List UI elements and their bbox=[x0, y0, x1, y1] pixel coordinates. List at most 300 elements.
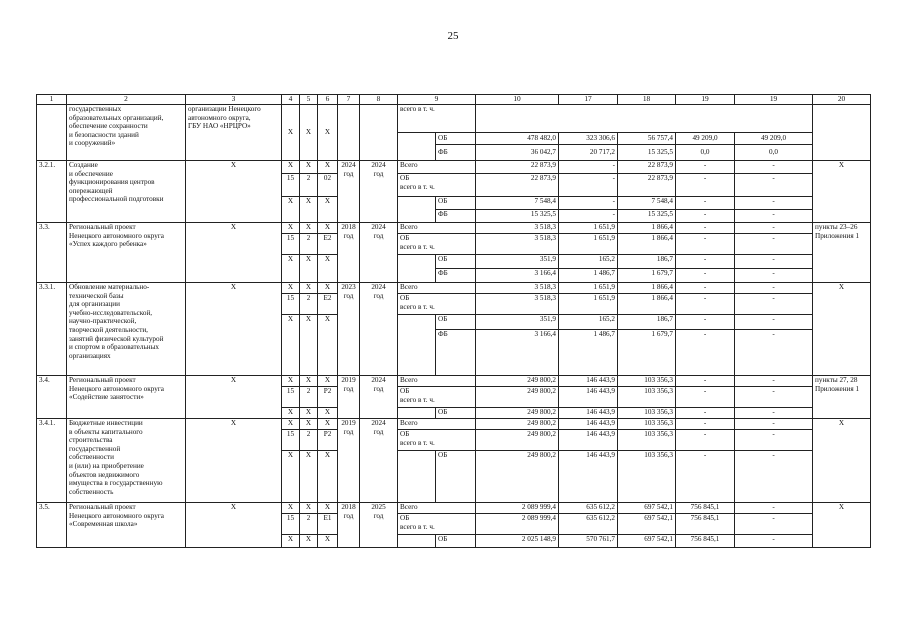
row-label bbox=[398, 234, 476, 255]
value-col-19: - bbox=[676, 315, 735, 330]
value-col-19b: - bbox=[735, 514, 813, 535]
code-cell: X bbox=[282, 503, 300, 514]
table-row bbox=[37, 376, 871, 387]
item-name-line: для организации bbox=[69, 300, 120, 309]
note-cell bbox=[813, 283, 871, 376]
year-start-line: год bbox=[343, 384, 354, 393]
value-col-19: - bbox=[676, 294, 735, 315]
item-name-line: и сооружений» bbox=[69, 139, 116, 148]
code-cell: X bbox=[318, 376, 338, 387]
code-cell: X bbox=[318, 535, 338, 548]
value-col-19b: - bbox=[735, 210, 813, 223]
year-start-line: 2018 bbox=[341, 503, 356, 511]
year-start bbox=[338, 283, 360, 376]
value-col-19b: - bbox=[735, 503, 813, 514]
value-col-19b: - bbox=[735, 535, 813, 548]
item-name-line: объектов недвижимого bbox=[69, 470, 140, 479]
header-cell: 2 bbox=[67, 95, 186, 105]
year-start-line: 2023 bbox=[341, 283, 356, 291]
value-col-17: 1 486,7 bbox=[559, 330, 618, 376]
year-end-line: 2025 bbox=[371, 503, 386, 511]
code-cell: X bbox=[300, 451, 318, 503]
table-row bbox=[37, 419, 871, 430]
code-cell: X bbox=[282, 223, 300, 234]
note-cell-line: пункты 27, 28 bbox=[815, 376, 858, 384]
value-col-18: 22 873,9 bbox=[618, 174, 676, 197]
item-executor: X bbox=[186, 376, 282, 419]
code-cell: 15 bbox=[282, 174, 300, 197]
value-col-19: - bbox=[676, 269, 735, 283]
code-cell: X bbox=[300, 283, 318, 294]
code-cell: 02 bbox=[318, 174, 338, 197]
value-col-17: - bbox=[559, 210, 618, 223]
year-end-line: 2024 bbox=[371, 419, 386, 427]
item-name-line: Бюджетные инвестиции bbox=[69, 419, 143, 427]
note-cell bbox=[813, 376, 871, 419]
note-cell-line: X bbox=[838, 503, 845, 511]
code-cell: 2 bbox=[300, 430, 318, 451]
value-col-19b: - bbox=[735, 330, 813, 376]
item-executor-line: автономного округа, bbox=[188, 113, 251, 122]
value-col-10: 22 873,9 bbox=[476, 174, 559, 197]
item-name-line: «Современная школа» bbox=[69, 520, 138, 529]
value-col-17: 20 717,2 bbox=[559, 145, 618, 161]
value-col-10: 2 089 999,4 bbox=[476, 503, 559, 514]
item-name-line: Создание bbox=[69, 161, 98, 169]
value-col-10: 478 482,0 bbox=[476, 133, 559, 145]
row-label: ОБ bbox=[436, 255, 476, 269]
value-col-19: - bbox=[676, 430, 735, 451]
code-cell: E2 bbox=[318, 294, 338, 315]
value-col-17: 635 612,2 bbox=[559, 503, 618, 514]
value-col-18: 697 542,1 bbox=[618, 514, 676, 535]
item-name-line: «Успех каждого ребенка» bbox=[69, 240, 147, 249]
code-cell: X bbox=[318, 255, 338, 283]
value-col-18: 1 866,4 bbox=[618, 234, 676, 255]
header-cell: 4 bbox=[282, 95, 300, 105]
item-name-line: и спортом в образовательных bbox=[69, 343, 160, 352]
item-name-line: и (или) на приобретение bbox=[69, 461, 144, 470]
code-cell: X bbox=[282, 255, 300, 283]
row-label: Всего bbox=[398, 283, 476, 294]
value-col-19b: - bbox=[735, 269, 813, 283]
code-cell: X bbox=[318, 197, 338, 223]
header-cell: 17 bbox=[559, 95, 618, 105]
item-name-line: Обновление материально- bbox=[69, 283, 150, 291]
code-cell: X bbox=[300, 105, 318, 161]
code-cell: X bbox=[282, 197, 300, 223]
year-start-line: год bbox=[343, 231, 354, 240]
value-col-19: - bbox=[676, 419, 735, 430]
item-name-line: организациях bbox=[69, 351, 111, 360]
code-cell: X bbox=[282, 105, 300, 161]
year-end-line: год bbox=[373, 291, 384, 300]
row-label bbox=[398, 387, 476, 408]
item-name-line: занятий физической культурой bbox=[69, 334, 164, 343]
year-start-line: год bbox=[343, 291, 354, 300]
row-label: всего в т. ч. bbox=[398, 105, 476, 133]
code-cell: X bbox=[282, 315, 300, 376]
label-spacer bbox=[398, 451, 436, 503]
code-cell: X bbox=[282, 535, 300, 548]
year-end bbox=[360, 283, 398, 376]
table-row bbox=[37, 223, 871, 234]
item-name-line: строительства bbox=[69, 436, 113, 445]
item-name bbox=[67, 223, 186, 283]
value-col-19: 0,0 bbox=[676, 145, 735, 161]
value-col-19b: - bbox=[735, 161, 813, 174]
value-col-10: 249 800,2 bbox=[476, 376, 559, 387]
value-col-19b: - bbox=[735, 430, 813, 451]
row-label: ФБ bbox=[436, 145, 476, 161]
item-name-line: в объекты капитального bbox=[69, 427, 143, 436]
value-col-18: 22 873,9 bbox=[618, 161, 676, 174]
item-name-line: научно-практической, bbox=[69, 317, 137, 326]
value-col-19: 756 845,1 bbox=[676, 503, 735, 514]
code-cell: X bbox=[282, 283, 300, 294]
item-executor: X bbox=[186, 283, 282, 376]
code-cell: 15 bbox=[282, 234, 300, 255]
value-col-19: - bbox=[676, 223, 735, 234]
header-cell: 19 bbox=[676, 95, 735, 105]
item-executor: X bbox=[186, 161, 282, 223]
value-col-10: 3 518,3 bbox=[476, 234, 559, 255]
value-col-18: 697 542,1 bbox=[618, 535, 676, 548]
item-name-line: и безопасности зданий bbox=[69, 130, 139, 139]
code-cell: X bbox=[300, 161, 318, 174]
item-number: 3.2.1. bbox=[37, 161, 67, 223]
row-label: Всего bbox=[398, 161, 476, 174]
year-end-line: год bbox=[373, 384, 384, 393]
code-cell: 15 bbox=[282, 514, 300, 535]
value-col-10: 351,9 bbox=[476, 255, 559, 269]
note-cell-line: X bbox=[838, 419, 845, 427]
code-cell: E1 bbox=[318, 514, 338, 535]
value-col-18: 103 356,3 bbox=[618, 376, 676, 387]
item-executor bbox=[186, 105, 282, 161]
value-col-10: 15 325,5 bbox=[476, 210, 559, 223]
row-label-line: всего в т. ч. bbox=[400, 242, 435, 251]
note-cell-line: X bbox=[838, 161, 845, 169]
label-spacer bbox=[398, 315, 436, 376]
code-cell: X bbox=[300, 197, 318, 223]
item-name bbox=[67, 283, 186, 376]
value-col-18: 103 356,3 bbox=[618, 408, 676, 419]
item-number: 3.3. bbox=[37, 223, 67, 283]
header-cell: 20 bbox=[813, 95, 871, 105]
value-col-19: 756 845,1 bbox=[676, 535, 735, 548]
item-number: 3.3.1. bbox=[37, 283, 67, 376]
value-col-17: - bbox=[559, 161, 618, 174]
code-cell: X bbox=[300, 315, 318, 376]
value-col-19: - bbox=[676, 197, 735, 210]
value-col-19: - bbox=[676, 174, 735, 197]
code-cell: X bbox=[318, 315, 338, 376]
value-col-18: 103 356,3 bbox=[618, 451, 676, 503]
code-cell: X bbox=[318, 223, 338, 234]
note-cell bbox=[813, 161, 871, 223]
item-name bbox=[67, 105, 186, 161]
value-col-10: 3 518,3 bbox=[476, 223, 559, 234]
value-col-17: 146 443,9 bbox=[559, 451, 618, 503]
value-col-10: 249 800,2 bbox=[476, 430, 559, 451]
code-cell: 2 bbox=[300, 174, 318, 197]
code-cell: X bbox=[318, 419, 338, 430]
value-col-10: 7 548,4 bbox=[476, 197, 559, 210]
header-cell: 19 bbox=[735, 95, 813, 105]
code-cell: 15 bbox=[282, 387, 300, 408]
value-col-18: 186,7 bbox=[618, 255, 676, 269]
value-col-19: - bbox=[676, 451, 735, 503]
item-name-line: и обеспечение bbox=[69, 169, 113, 178]
value-col-19b: - bbox=[735, 174, 813, 197]
value-col-10: 2 025 148,9 bbox=[476, 535, 559, 548]
value-col-18: 1 679,7 bbox=[618, 330, 676, 376]
row-label: ОБ bbox=[436, 408, 476, 419]
table-row bbox=[37, 105, 871, 133]
value-col-18: 1 866,4 bbox=[618, 223, 676, 234]
year-start bbox=[338, 503, 360, 548]
item-number bbox=[37, 105, 67, 161]
value-col-10: 249 800,2 bbox=[476, 419, 559, 430]
value-col-19: - bbox=[676, 234, 735, 255]
code-cell: X bbox=[318, 105, 338, 161]
row-label bbox=[398, 294, 476, 315]
value-col-17: 146 443,9 bbox=[559, 430, 618, 451]
year-start bbox=[338, 376, 360, 419]
header-cell: 7 bbox=[338, 95, 360, 105]
code-cell: X bbox=[300, 419, 318, 430]
header-cell: 5 bbox=[300, 95, 318, 105]
value-col-18: 15 325,5 bbox=[618, 210, 676, 223]
value-col-18: 103 356,3 bbox=[618, 419, 676, 430]
note-cell bbox=[813, 223, 871, 283]
item-name-line: «Содействие занятости» bbox=[69, 393, 144, 402]
value-col-10: 3 166,4 bbox=[476, 330, 559, 376]
item-name bbox=[67, 503, 186, 548]
row-label: ОБ bbox=[436, 451, 476, 503]
header-cell: 3 bbox=[186, 95, 282, 105]
item-name-line: государственных bbox=[69, 105, 122, 113]
row-label-line: ОБ bbox=[400, 387, 410, 395]
item-name-line: учебно-исследовательской, bbox=[69, 308, 153, 317]
year-start bbox=[338, 161, 360, 223]
value-col-19b: - bbox=[735, 294, 813, 315]
code-cell: X bbox=[300, 503, 318, 514]
code-cell: X bbox=[300, 535, 318, 548]
code-cell: E2 bbox=[318, 234, 338, 255]
year-end bbox=[360, 376, 398, 419]
header-cell: 9 bbox=[398, 95, 476, 105]
year-end-line: 2024 bbox=[371, 223, 386, 231]
year-end-line: 2024 bbox=[371, 161, 386, 169]
value-col-10: 22 873,9 bbox=[476, 161, 559, 174]
value-col-17: 146 443,9 bbox=[559, 387, 618, 408]
year-end bbox=[360, 105, 398, 161]
value-col-19b: - bbox=[735, 408, 813, 419]
year-start bbox=[338, 419, 360, 503]
header-cell: 10 bbox=[476, 95, 559, 105]
table-row bbox=[37, 161, 871, 174]
table-row bbox=[37, 283, 871, 294]
item-name bbox=[67, 161, 186, 223]
year-start-line: год bbox=[343, 427, 354, 436]
value-col-19: - bbox=[676, 408, 735, 419]
note-cell-line: Приложения 1 bbox=[815, 384, 860, 393]
value-col-19: - bbox=[676, 283, 735, 294]
value-col-17: 635 612,2 bbox=[559, 514, 618, 535]
year-start-line: год bbox=[343, 511, 354, 520]
value-col-19b: - bbox=[735, 451, 813, 503]
row-label-line: всего в т. ч. bbox=[400, 302, 435, 311]
row-label: ФБ bbox=[436, 330, 476, 376]
item-executor: X bbox=[186, 503, 282, 548]
year-end-line: год bbox=[373, 231, 384, 240]
item-name-line: Ненецкого автономного округа bbox=[69, 511, 164, 520]
item-name-line: опережающей bbox=[69, 186, 113, 195]
row-label: ОБ bbox=[436, 133, 476, 145]
value-col-19b: - bbox=[735, 255, 813, 269]
value-col-19: - bbox=[676, 161, 735, 174]
value-col-10: 3 518,3 bbox=[476, 294, 559, 315]
code-cell: X bbox=[318, 451, 338, 503]
code-cell: X bbox=[282, 419, 300, 430]
code-cell: P2 bbox=[318, 387, 338, 408]
code-cell: X bbox=[300, 376, 318, 387]
item-executor-line: ГБУ НАО «НРЦРО» bbox=[188, 122, 251, 131]
code-cell: X bbox=[318, 503, 338, 514]
code-cell: X bbox=[300, 408, 318, 419]
year-end bbox=[360, 419, 398, 503]
row-label-line: всего в т. ч. bbox=[400, 522, 435, 531]
code-cell: 2 bbox=[300, 294, 318, 315]
table-row bbox=[37, 503, 871, 514]
value-col-19: 756 845,1 bbox=[676, 514, 735, 535]
value-col-17: 146 443,9 bbox=[559, 408, 618, 419]
value-col-19b: - bbox=[735, 315, 813, 330]
row-label-line: всего в т. ч. bbox=[400, 182, 435, 191]
value-col-17: 146 443,9 bbox=[559, 419, 618, 430]
value-col-17: 1 651,9 bbox=[559, 283, 618, 294]
item-number: 3.4.1. bbox=[37, 419, 67, 503]
value-col-10: 351,9 bbox=[476, 315, 559, 330]
year-end bbox=[360, 161, 398, 223]
value-col-18: 1 866,4 bbox=[618, 283, 676, 294]
row-label: ОБ bbox=[436, 197, 476, 210]
header-cell: 1 bbox=[37, 95, 67, 105]
row-label bbox=[398, 174, 476, 197]
year-end-line: год bbox=[373, 427, 384, 436]
value-col-19b: - bbox=[735, 283, 813, 294]
item-name-line: технической базы bbox=[69, 291, 124, 300]
row-label: ОБ bbox=[436, 535, 476, 548]
code-cell: 15 bbox=[282, 294, 300, 315]
item-executor: X bbox=[186, 223, 282, 283]
value-col-19: - bbox=[676, 210, 735, 223]
item-name-line: собственности bbox=[69, 453, 114, 462]
row-label bbox=[398, 514, 476, 535]
page-number: 25 bbox=[447, 30, 459, 42]
item-name-line: имущества в государственную bbox=[69, 479, 163, 488]
value-col-10: 249 800,2 bbox=[476, 451, 559, 503]
year-end bbox=[360, 503, 398, 548]
code-cell: X bbox=[300, 255, 318, 283]
item-name-line: Региональный проект bbox=[69, 503, 136, 511]
item-number: 3.5. bbox=[37, 503, 67, 548]
value-col-18: 1 866,4 bbox=[618, 294, 676, 315]
code-cell: 2 bbox=[300, 234, 318, 255]
row-label-line: ОБ bbox=[400, 294, 410, 302]
item-name-line: государственной bbox=[69, 444, 121, 453]
item-name-line: Ненецкого автономного округа bbox=[69, 384, 164, 393]
value-col-19: - bbox=[676, 376, 735, 387]
year-start-line: год bbox=[343, 169, 354, 178]
value-col-17: 323 306,6 bbox=[559, 133, 618, 145]
item-executor-line: организации Ненецкого bbox=[188, 105, 261, 113]
value-col-19b: - bbox=[735, 387, 813, 408]
item-name bbox=[67, 376, 186, 419]
header-cell: 8 bbox=[360, 95, 398, 105]
note-cell bbox=[813, 105, 871, 161]
value-empty bbox=[476, 105, 813, 133]
year-start-line: 2019 bbox=[341, 376, 356, 384]
value-col-18: 15 325,5 bbox=[618, 145, 676, 161]
value-col-17: 165,2 bbox=[559, 315, 618, 330]
note-cell-line: X bbox=[838, 283, 845, 291]
value-col-18: 186,7 bbox=[618, 315, 676, 330]
year-end-line: 2024 bbox=[371, 283, 386, 291]
code-cell: 15 bbox=[282, 430, 300, 451]
label-spacer bbox=[398, 535, 436, 548]
value-col-19: - bbox=[676, 255, 735, 269]
item-name-line: функционирования центров bbox=[69, 178, 155, 187]
value-col-19b: - bbox=[735, 223, 813, 234]
year-start bbox=[338, 223, 360, 283]
code-cell: 2 bbox=[300, 514, 318, 535]
note-cell bbox=[813, 503, 871, 548]
value-col-19b: - bbox=[735, 419, 813, 430]
label-spacer bbox=[398, 408, 436, 419]
code-cell: X bbox=[282, 376, 300, 387]
value-col-19b: 49 209,0 bbox=[735, 133, 813, 145]
row-label-line: всего в т. ч. bbox=[400, 438, 435, 447]
value-col-17: - bbox=[559, 197, 618, 210]
value-col-17: 165,2 bbox=[559, 255, 618, 269]
year-start-line: 2018 bbox=[341, 223, 356, 231]
year-start bbox=[338, 105, 360, 161]
header-cell: 6 bbox=[318, 95, 338, 105]
code-cell: X bbox=[300, 223, 318, 234]
item-name-line: Ненецкого автономного округа bbox=[69, 231, 164, 240]
item-name-line: творческой деятельности, bbox=[69, 325, 148, 334]
value-col-17: 1 486,7 bbox=[559, 269, 618, 283]
value-col-18: 7 548,4 bbox=[618, 197, 676, 210]
row-label-line: всего в т. ч. bbox=[400, 395, 435, 404]
item-name-line: собственность bbox=[69, 487, 114, 496]
value-col-17: 146 443,9 bbox=[559, 376, 618, 387]
code-cell: X bbox=[318, 408, 338, 419]
code-cell: X bbox=[318, 283, 338, 294]
value-col-19: 49 209,0 bbox=[676, 133, 735, 145]
item-name-line: обеспечение сохранности bbox=[69, 122, 148, 131]
note-cell-line: Приложения 1 bbox=[815, 231, 860, 240]
value-col-18: 103 356,3 bbox=[618, 430, 676, 451]
item-executor: X bbox=[186, 419, 282, 503]
row-label: ФБ bbox=[436, 210, 476, 223]
year-end-line: год bbox=[373, 511, 384, 520]
row-label-line: ОБ bbox=[400, 514, 410, 522]
value-col-18: 697 542,1 bbox=[618, 503, 676, 514]
